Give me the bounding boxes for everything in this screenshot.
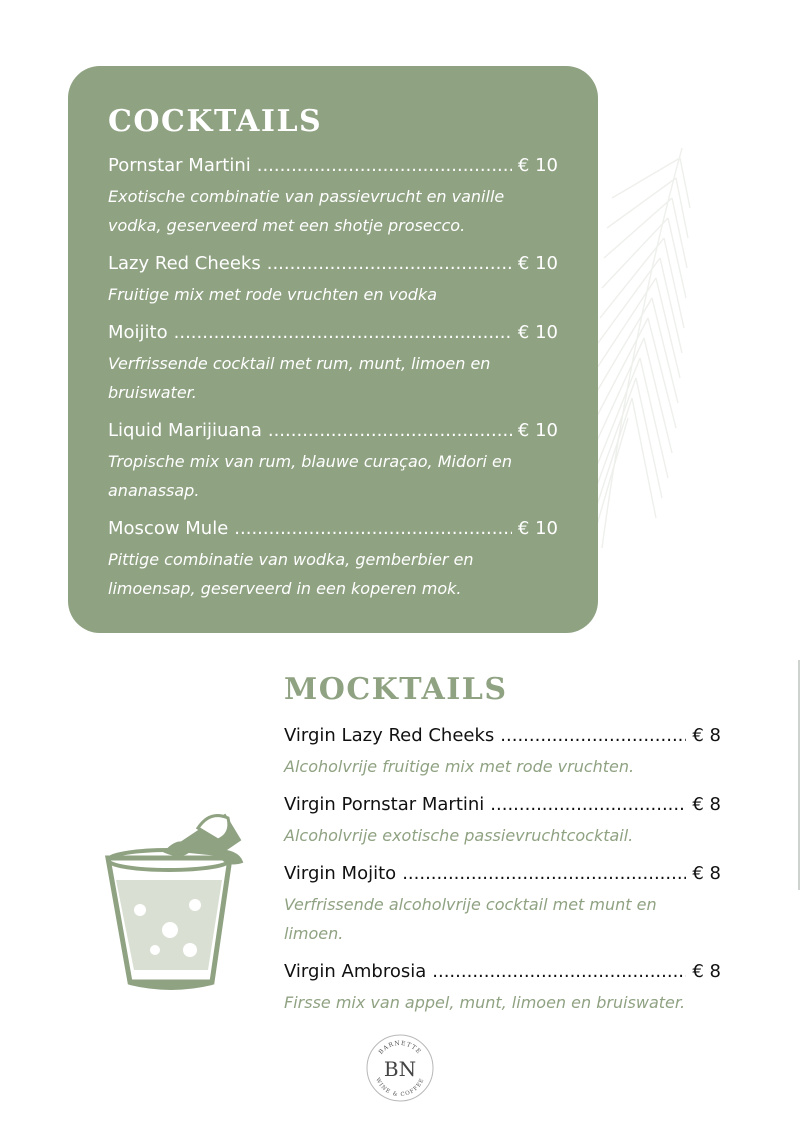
menu-item-description: Verfrissende cocktail met rum, munt, limoen en bruiswater. bbox=[108, 354, 491, 402]
menu-item-description: Tropische mix van rum, blauwe curaçao, Midori en ananassap. bbox=[108, 452, 512, 500]
menu-item-price: € 8 bbox=[692, 863, 721, 884]
menu-item-price: € 10 bbox=[517, 420, 558, 441]
logo-monogram: BN bbox=[383, 1057, 417, 1081]
fern-leaf-icon bbox=[592, 138, 692, 558]
menu-item-row bbox=[284, 958, 721, 986]
menu-item-description: Alcoholvrije fruitige mix met rode vruchten. bbox=[284, 757, 635, 776]
logo-bottom-text: WINE & COFFEE bbox=[374, 1077, 426, 1099]
mocktail-item bbox=[284, 722, 721, 781]
menu-item-price: € 10 bbox=[517, 518, 558, 539]
dot-leader bbox=[268, 417, 512, 445]
dot-leader bbox=[402, 860, 686, 888]
menu-item-name: Virgin Mojito bbox=[284, 863, 397, 884]
menu-item-row bbox=[284, 791, 721, 819]
menu-item-name: Liquid Marijiuana bbox=[108, 420, 262, 441]
menu-item-name: Lazy Red Cheeks bbox=[108, 253, 261, 274]
mocktails-title: MOCKTAILS bbox=[284, 672, 508, 707]
menu-item-name: Pornstar Martini bbox=[108, 155, 251, 176]
menu-item-row bbox=[108, 515, 558, 543]
dot-leader bbox=[432, 958, 686, 986]
menu-item-row bbox=[284, 860, 721, 888]
dot-leader bbox=[257, 152, 512, 180]
menu-item-name: Virgin Ambrosia bbox=[284, 961, 427, 982]
mocktail-item bbox=[284, 860, 721, 948]
cocktail-item bbox=[108, 417, 558, 505]
menu-item-description: Exotische combinatie van passievrucht en vanille vodka, geserveerd met een shotje prosecco. bbox=[108, 187, 505, 235]
menu-item-name: Virgin Lazy Red Cheeks bbox=[284, 725, 495, 746]
dot-leader bbox=[490, 791, 686, 819]
cocktail-glass-icon bbox=[100, 810, 250, 992]
menu-item-row bbox=[108, 250, 558, 278]
dot-leader bbox=[234, 515, 512, 543]
menu-item-description: Pittige combinatie van wodka, gemberbier en limoensap, geserveerd in een koperen mok. bbox=[108, 550, 474, 598]
menu-item-price: € 10 bbox=[517, 155, 558, 176]
mocktail-item bbox=[284, 958, 721, 1017]
mocktail-item bbox=[284, 791, 721, 850]
mocktails-section bbox=[284, 672, 721, 1027]
menu-item-row bbox=[284, 722, 721, 750]
menu-item-row bbox=[108, 319, 558, 347]
cocktails-section bbox=[68, 66, 598, 633]
menu-item-price: € 10 bbox=[517, 322, 558, 343]
menu-item-row bbox=[108, 417, 558, 445]
cocktail-item bbox=[108, 319, 558, 407]
menu-item-price: € 10 bbox=[517, 253, 558, 274]
menu-item-description: Firsse mix van appel, munt, limoen en bruiswater. bbox=[284, 993, 686, 1012]
dot-leader bbox=[174, 319, 512, 347]
cocktail-item bbox=[108, 515, 558, 603]
logo-top-text: BARNETTE bbox=[377, 1039, 423, 1056]
menu-item-name: Moscow Mule bbox=[108, 518, 229, 539]
cocktails-list bbox=[108, 152, 558, 603]
cocktails-title: COCKTAILS bbox=[108, 104, 323, 139]
menu-item-description: Fruitige mix met rode vruchten en vodka bbox=[108, 285, 438, 304]
menu-item-description: Alcoholvrije exotische passievruchtcocktail. bbox=[284, 826, 634, 845]
mocktails-list bbox=[284, 722, 721, 1017]
dot-leader bbox=[500, 722, 686, 750]
menu-item-row bbox=[108, 152, 558, 180]
dot-leader bbox=[267, 250, 512, 278]
logo-seal-icon bbox=[365, 1033, 435, 1103]
menu-item-name: Virgin Pornstar Martini bbox=[284, 794, 485, 815]
menu-item-price: € 8 bbox=[692, 725, 721, 746]
menu-item-description: Verfrissende alcoholvrije cocktail met munt en limoen. bbox=[284, 895, 657, 943]
menu-item-price: € 8 bbox=[692, 794, 721, 815]
menu-item-name: Moijito bbox=[108, 322, 168, 343]
cocktail-item bbox=[108, 250, 558, 309]
menu-item-price: € 8 bbox=[692, 961, 721, 982]
cocktail-item bbox=[108, 152, 558, 240]
